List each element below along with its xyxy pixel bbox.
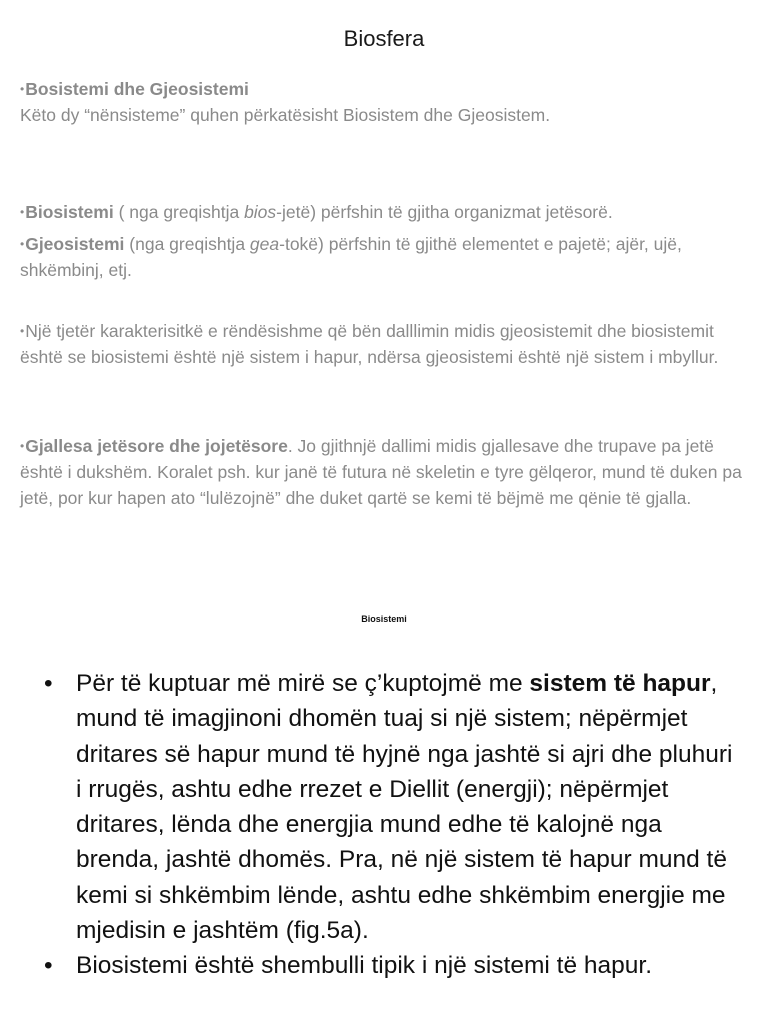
paragraph-systems-intro (20, 76, 748, 128)
term-open-system: sistem të hapur (529, 670, 711, 697)
paragraph-difference (20, 318, 748, 370)
paragraph-biosystem (20, 199, 748, 225)
term-living-nonliving: Gjallesa jetësore dhe jojetësore (25, 436, 288, 456)
bullet-list (38, 666, 738, 984)
list-item (38, 666, 738, 948)
paragraph-living-nonliving (20, 433, 748, 511)
bullet-icon: • (44, 670, 53, 697)
term-geosystem: Gjeosistemi (25, 234, 125, 254)
bullet-icon: • (20, 237, 25, 251)
term-italic: bios (244, 202, 277, 222)
paragraph-geosystem (20, 231, 748, 283)
paragraph-text: Këto dy “nënsisteme” quhen përkatësisht Biosistem dhe Gjeosistem. (20, 105, 551, 125)
bullet-icon: • (20, 82, 25, 96)
term-biosystem: Biosistemi (25, 202, 114, 222)
text-segment: (nga greqishtja (124, 234, 250, 254)
text-segment: ( nga greqishtja (113, 202, 245, 222)
slide-title: Biosfera (343, 26, 425, 51)
text-segment: Biosistemi është shembulli tipik i një sistemi të hapur. (76, 952, 653, 980)
bullet-icon: • (20, 324, 25, 338)
bullet-icon: • (20, 439, 25, 453)
slide-title-small: Biosistemi (361, 614, 407, 624)
paragraph-text: . Jo gjithnjë dallimi midis gjallesave dhe trupave pa jetë është i dukshëm. Koralet psh. kur janë të futura në skeletin e tyre gëlqeror, mund të duken pa jetë, por kur hapen ato “lulëzojnë” dhe duket qartë se kemi të bëjmë me qënie të gjalla. (20, 436, 742, 508)
bullet-icon: • (20, 205, 25, 219)
text-segment: , mund të imagjinoni dhomën tuaj si një sistem; nëpërmjet dritares së hapur mund të hyjnë nga jashtë si ajri dhe pluhuri i rrugës, ashtu edhe rrezet e Diellit (energji); nëpërmjet dritares, lënda dhe energjia mund edhe të kalojnë nga brenda, jashtë dhomës. Pra, në një sistem të hapur mund të kemi si shkëmbim lënde, ashtu edhe shkëmbim energjie me mjedisin e jashtëm (fig.5a). (76, 670, 733, 945)
paragraph-heading: Bosistemi dhe Gjeosistemi (25, 79, 249, 99)
text-segment: Për të kuptuar më mirë se ç’kuptojmë me (76, 670, 530, 697)
text-segment: -jetë) përfshin të gjitha organizmat jetësorë. (276, 202, 613, 222)
list-item (38, 948, 738, 983)
text-segment: -tokë) përfshin të gjithë elementet e pajetë; ajër, ujë, shkëmbinj, etj. (20, 234, 682, 280)
bullet-icon: • (44, 952, 53, 980)
term-italic: gea (249, 234, 280, 254)
paragraph-text: Një tjetër karakterisitkë e rëndësishme që bën dalllimin midis gjeosistemit dhe biosistemit është se biosistemi është një sistem i hapur, ndërsa gjeosistemi është një sistem i mbyllur. (20, 321, 719, 367)
